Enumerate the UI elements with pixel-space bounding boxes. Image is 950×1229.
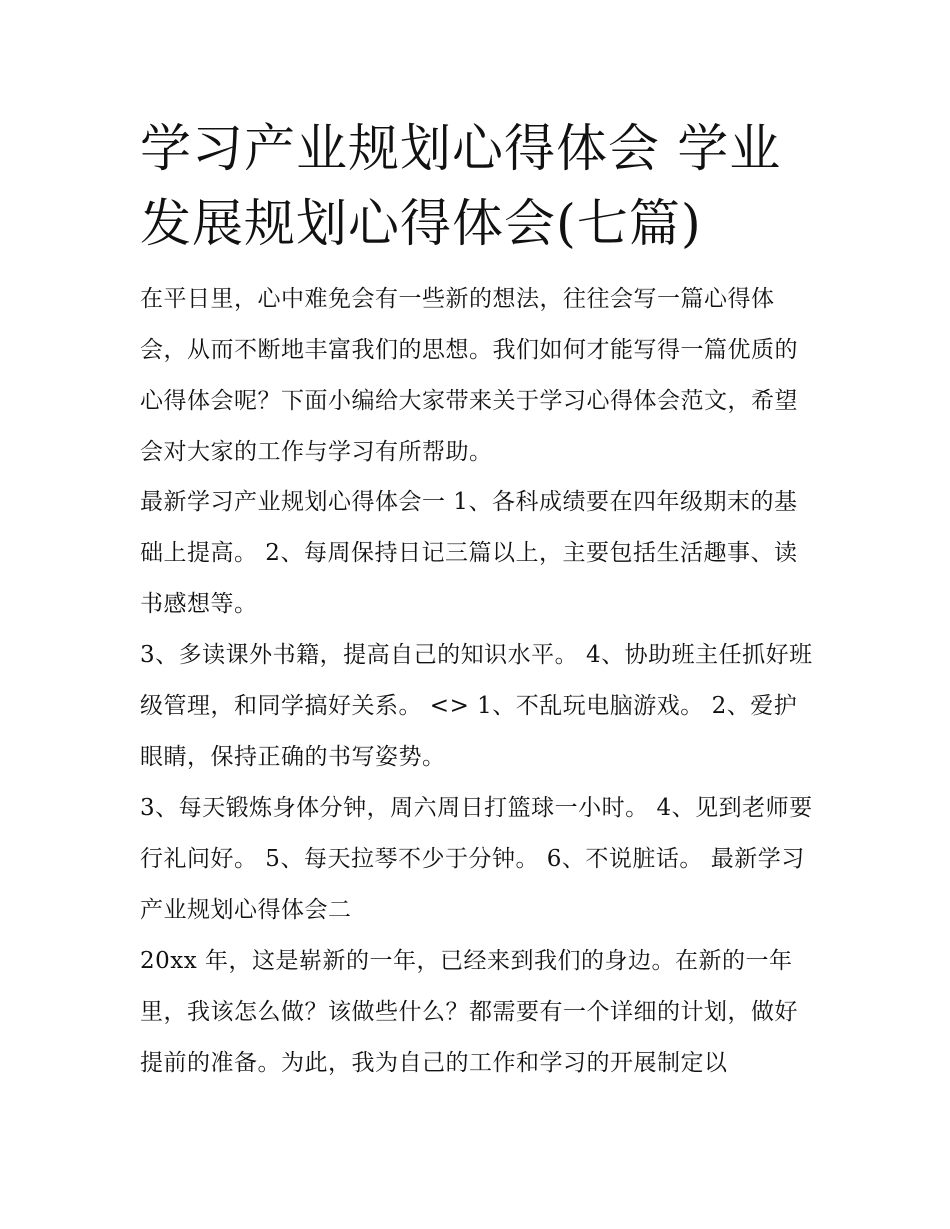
paragraph-plan-three: 3、每天锻炼身体分钟，周六周日打篮球一小时。 4、见到老师要行礼问好。 5、每天拉琴不少于分钟。 6、不说脏话。 最新学习产业规划心得体会二 <box>140 795 813 923</box>
paragraph-plan-two: 3、多读课外书籍，提高自己的知识水平。 4、协助班主任抓好班级管理，和同学搞好关系。 <> 1、不乱玩电脑游戏。 2、爱护眼睛，保持正确的书写姿势。 <box>140 642 813 770</box>
paragraph-plan-one: 最新学习产业规划心得体会一 1、各科成绩要在四年级期末的基础上提高。 2、每周保持日记三篇以上，主要包括生活趣事、读书感想等。 <box>140 489 798 617</box>
paragraph-new-year: 20xx 年，这是崭新的一年，已经来到我们的身边。在新的一年里，我该怎么做？该做些什么？都需要有一个详细的计划，做好提前的准备。为此，我为自己的工作和学习的开展制定以 <box>140 948 798 1076</box>
paragraph-intro: 在平日里，心中难免会有一些新的想法，往往会写一篇心得体会，从而不断地丰富我们的思想。我们如何才能写得一篇优质的心得体会呢？下面小编给大家带来关于学习心得体会范文，希望会对大家的工作与学习有所帮助。 <box>140 286 798 465</box>
document-title: 学习产业规划心得体会 学业发展规划心得体会(七篇) <box>140 120 782 254</box>
